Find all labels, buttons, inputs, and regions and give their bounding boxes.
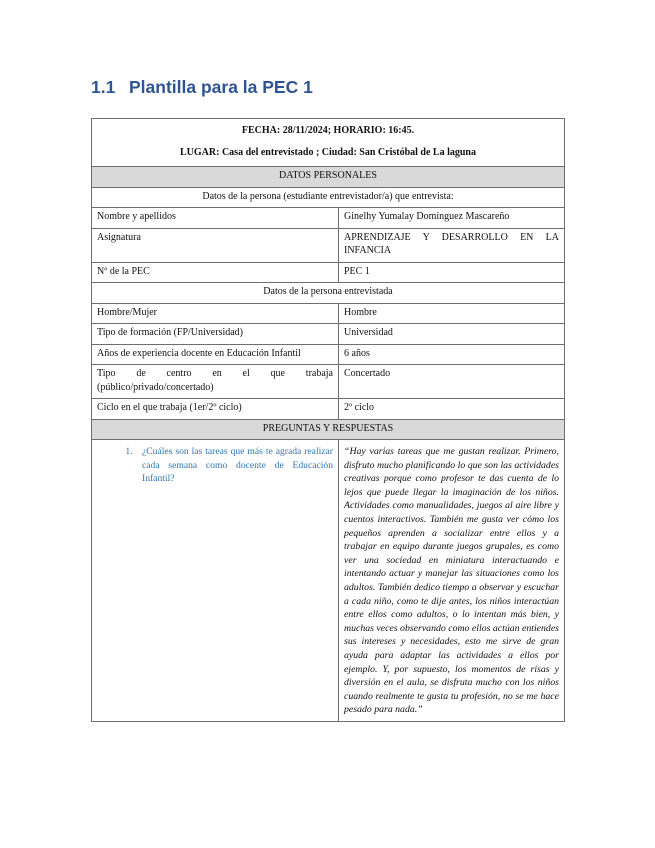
date-time-line: FECHA: 28/11/2024; HORARIO: 16:45.	[241, 125, 415, 136]
field-value: Ginelhy Yumalay Domínguez Mascareño	[339, 208, 565, 229]
field-value: Universidad	[339, 324, 565, 345]
field-value: Hombre	[339, 303, 565, 324]
field-label: Asignatura	[92, 228, 339, 262]
table-row	[92, 324, 565, 345]
personal-data-title-row	[92, 167, 565, 188]
field-value: 2º ciclo	[339, 399, 565, 420]
personal-data-title: DATOS PERSONALES	[92, 167, 565, 188]
field-label: Tipo de formación (FP/Universidad)	[92, 324, 339, 345]
table-row	[92, 262, 565, 283]
location-line: LUGAR: Casa del entrevistado ; Ciudad: San Cristóbal de La laguna	[180, 147, 476, 158]
field-label: Ciclo en el que trabaja (1er/2º ciclo)	[92, 399, 339, 420]
questions-title: PREGUNTAS Y RESPUESTAS	[92, 419, 565, 440]
table-row	[92, 399, 565, 420]
section-number: 1.1	[91, 77, 116, 97]
student-subtitle-row	[92, 187, 565, 208]
field-value: 6 años	[339, 344, 565, 365]
field-label: Nº de la PEC	[92, 262, 339, 283]
field-value: PEC 1	[339, 262, 565, 283]
field-label: Años de experiencia docente en Educación Infantil	[92, 344, 339, 365]
table-row	[92, 228, 565, 262]
field-label: Tipo de centro en el que trabaja (público/privado/concertado)	[92, 365, 339, 399]
field-value: APRENDIZAJE Y DESARROLLO EN LA INFANCIA	[339, 228, 565, 262]
question-answer-row	[92, 440, 565, 722]
field-label: Nombre y apellidos	[92, 208, 339, 229]
student-subtitle: Datos de la persona (estudiante entrevistador/a) que entrevista:	[92, 187, 565, 208]
question-list	[97, 445, 333, 486]
interviewee-subtitle: Datos de la persona entrevistada	[92, 283, 565, 304]
questions-title-row	[92, 419, 565, 440]
table-row	[92, 303, 565, 324]
section-heading	[91, 77, 313, 98]
interviewee-subtitle-row	[92, 283, 565, 304]
answer-1: “Hay varias tareas que me gustan realizar. Primero, disfruto mucho planificando lo que son las actividades creativas porque como profesor te das cuenta de lo lejos que puede llegar la imaginación de los niños. Actividades como manualidades, juegos al aire libre y cuentos interactivos. También me gusta ver cómo los pequeños aprenden a socializar entre ellos y a trabajar en equipo durante juegos grupales, es como ver una sociedad en miniatura interactuando e intentando actuar y manejar las situaciones como los adultos. También dedico tiempo a observar y escuchar a cada niño, como te dije antes, los niños interactúan entre ellos como adultos, o lo intentan más bien, y muchas veces observando como ellos actúan entiendes sus intereses y necesidades, esto me sirve de gran ayuda para adaptar las actividades a ellos por ejemplo. Y, por supuesto, los momentos de risas y diversión en el aula, se disfruta mucho con los niños cuando realmente te gusta tu profesión, no se me hace pesado para nada.”	[339, 440, 565, 722]
date-place-row	[92, 119, 565, 167]
table-row	[92, 365, 565, 399]
table-row	[92, 208, 565, 229]
question-1: 1. ¿Cuáles son las tareas que más te agrada realizar cada semana como docente de Educación Infantil?	[135, 445, 333, 486]
field-label: Hombre/Mujer	[92, 303, 339, 324]
interview-template-table	[91, 118, 565, 722]
table-row	[92, 344, 565, 365]
field-value: Concertado	[339, 365, 565, 399]
section-title: Plantilla para la PEC 1	[129, 77, 313, 97]
